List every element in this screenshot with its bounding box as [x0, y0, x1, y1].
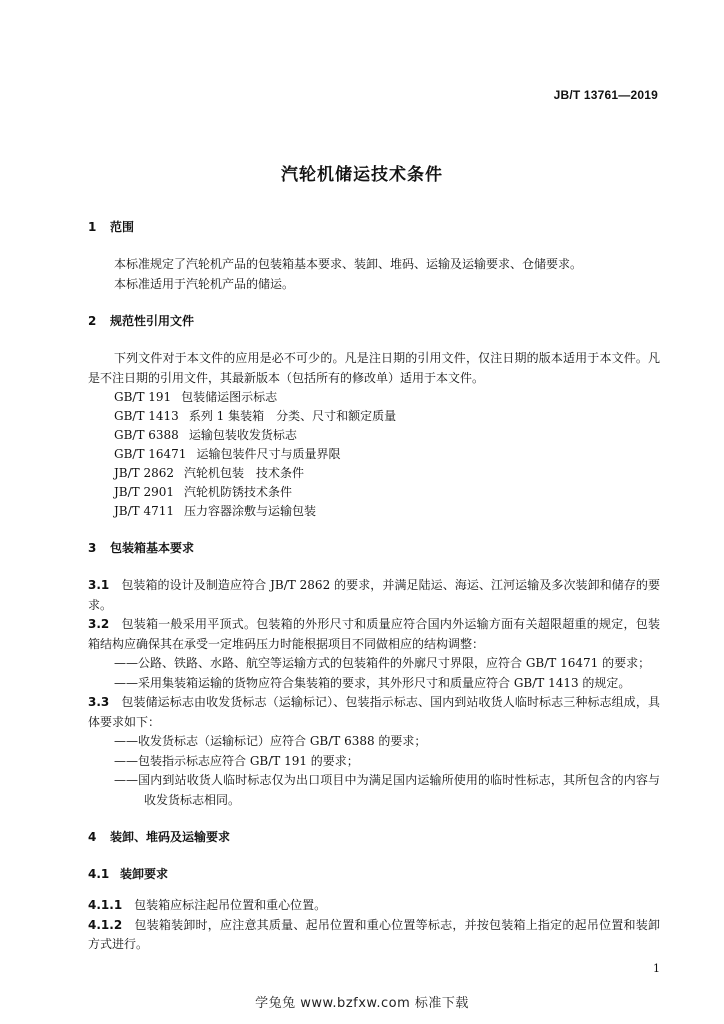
subsection-number: 4.1: [88, 867, 110, 881]
clause-4-1-1: [88, 896, 660, 916]
section-1-para-2: 本标准适用于汽轮机产品的储运。: [114, 276, 295, 291]
clause-text: 包装箱一般采用平顶式。包装箱的外形尺寸和质量应符合国内外运输方面有关超限超重的规定，包装箱结构应确保其在承受一定堆码压力时能根据项目不同做相应的结构调整：: [88, 617, 660, 651]
reference-item: [88, 407, 660, 426]
section-number: 2: [88, 314, 97, 328]
reference-item: [88, 388, 660, 407]
section-3-heading: [88, 539, 660, 558]
reference-code: GB/T 191: [114, 390, 172, 404]
clause-3-3: [88, 693, 660, 732]
reference-item: [88, 483, 660, 502]
clause-number: 3.1: [88, 578, 110, 592]
section-number: 4: [88, 830, 97, 844]
section-2-intro: 下列文件对于本文件的应用是必不可少的。凡是注日期的引用文件，仅注日期的版本适用于本文件。凡是不注日期的引用文件，其最新版本（包括所有的修改单）适用于本文件。: [88, 351, 660, 385]
section-title: 规范性引用文件: [110, 314, 195, 328]
section-number: 1: [88, 220, 97, 234]
section-title: 包装箱基本要求: [110, 541, 195, 555]
clause-number: 3.2: [88, 617, 110, 631]
list-item: ——公路、铁路、水路、航空等运输方式的包装箱件的外廓尺寸界限，应符合 GB/T 16471 的要求；: [114, 656, 651, 670]
reference-item: [88, 464, 660, 483]
section-title: 装卸、堆码及运输要求: [110, 830, 231, 844]
list-item: ——收发货标志（运输标记）应符合 GB/T 6388 的要求；: [114, 734, 427, 748]
reference-code: JB/T 2901: [114, 485, 175, 499]
section-4-heading: [88, 828, 660, 847]
reference-title: 压力容器涂敷与运输包装: [184, 504, 317, 518]
reference-item: [88, 426, 660, 445]
clause-number: 4.1.2: [88, 917, 123, 932]
footer-watermark: 学兔兔 www.bzfxw.com 标准下载: [255, 996, 469, 1011]
clause-text: 包装箱应标注起吊位置和重心位置。: [134, 898, 327, 912]
reference-title: 汽轮机包装 技术条件: [184, 466, 305, 480]
reference-title: 运输包装收发货标志: [188, 428, 297, 442]
reference-title: 系列 1 集装箱 分类、尺寸和额定质量: [188, 409, 397, 423]
reference-title: 汽轮机防锈技术条件: [184, 485, 293, 499]
list-item: ——采用集装箱运输的货物应符合集装箱的要求，其外形尺寸和质量应符合 GB/T 1413 的规定。: [114, 675, 631, 690]
clause-text: 包装储运标志由收发货标志（运输标记）、包装指示标志、国内到站收货人临时标志三种标志组成，具体要求如下：: [88, 695, 660, 729]
clause-number: 4.1.1: [88, 898, 123, 912]
clause-3-1: [88, 576, 660, 615]
clause-text: 包装箱的设计及制造应符合 JB/T 2862 的要求，并满足陆运、海运、江河运输及多次装卸和储存的要求。: [88, 578, 660, 612]
clause-text: 包装箱装卸时，应注意其质量、起吊位置和重心位置等标志，并按包装箱上指定的起吊位置和装卸方式进行。: [88, 917, 660, 951]
standard-number: JB/T 13761—2019: [553, 88, 658, 102]
reference-code: GB/T 1413: [114, 409, 179, 423]
clause-number: 3.3: [88, 695, 110, 709]
section-1-para-1: 本标准规定了汽轮机产品的包装箱基本要求、装卸、堆码、运输及运输要求、仓储要求。: [114, 257, 583, 271]
document-body: [88, 218, 660, 955]
page-number: 1: [653, 962, 660, 975]
reference-code: JB/T 2862: [114, 466, 175, 480]
reference-code: GB/T 6388: [114, 428, 179, 442]
subsection-4-1-heading: [88, 865, 660, 884]
clause-4-1-2: [88, 916, 660, 955]
reference-title: 运输包装件尺寸与质量界限: [196, 447, 341, 461]
clause-3-2: [88, 615, 660, 654]
list-item: ——包装指示标志应符合 GB/T 191 的要求；: [114, 753, 359, 768]
reference-code: GB/T 16471: [114, 447, 187, 461]
section-title: 范围: [110, 220, 135, 234]
section-number: 3: [88, 541, 97, 555]
document-title: 汽轮机储运技术条件: [281, 165, 443, 185]
reference-item: [88, 502, 660, 521]
reference-item: [88, 445, 660, 464]
section-1-heading: [88, 218, 660, 237]
reference-title: 包装储运图示标志: [181, 390, 278, 404]
section-2-heading: [88, 312, 660, 331]
subsection-title: 装卸要求: [120, 867, 169, 881]
reference-code: JB/T 4711: [114, 504, 175, 518]
list-item: ——国内到站收货人临时标志仅为出口项目中为满足国内运输所使用的临时性标志，其所包含的内容与收发货标志相同。: [114, 773, 660, 807]
